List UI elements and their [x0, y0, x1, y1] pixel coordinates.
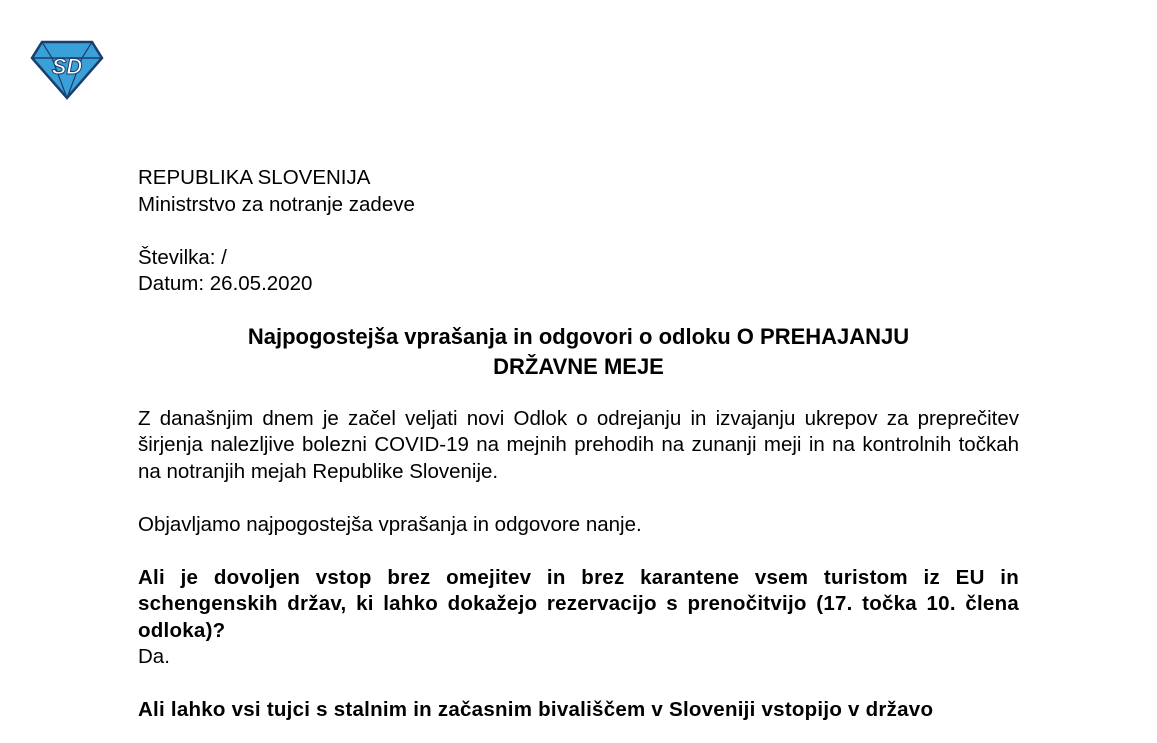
title-line-2: DRŽAVNE MEJE — [493, 353, 664, 379]
header-country: REPUBLIKA SLOVENIJA — [138, 166, 371, 189]
document-body — [138, 165, 1019, 724]
document-number: Številka: / — [138, 245, 227, 269]
answer-1: Da. — [138, 645, 170, 668]
intro-paragraph: Z današnjim dnem je začel veljati novi Odlok o odrejanju in izvajanju ukrepov za preprečitev širjenja nalezljive bolezni COVID-19 na mejnih prehodih na zunanji meji in na kontrolnih točkah na notranjih mejah Republike Slovenije. — [138, 406, 1019, 483]
title-line-1: Najpogostejša vprašanja in odgovori o odloku O PREHAJANJU — [247, 323, 910, 349]
diamond-logo-icon — [30, 40, 104, 100]
question-2: Ali lahko vsi tujci s stalnim in začasnim bivališčem v Sloveniji vstopijo v državo — [138, 698, 934, 721]
announce-paragraph: Objavljamo najpogostejša vprašanja in odgovore nanje. — [138, 512, 642, 536]
logo — [30, 40, 104, 100]
question-1: Ali je dovoljen vstop brez omejitev in brez karantene vsem turistom iz EU in schengenskih držav, ki lahko dokažejo rezervacijo s prenočitvijo (17. točka 10. člena odloka)? — [138, 565, 1019, 642]
header-ministry: Ministrstvo za notranje zadeve — [138, 192, 415, 216]
page-title — [138, 322, 1019, 382]
logo-lettering: SD — [51, 54, 83, 79]
document-date: Datum: 26.05.2020 — [138, 272, 313, 295]
